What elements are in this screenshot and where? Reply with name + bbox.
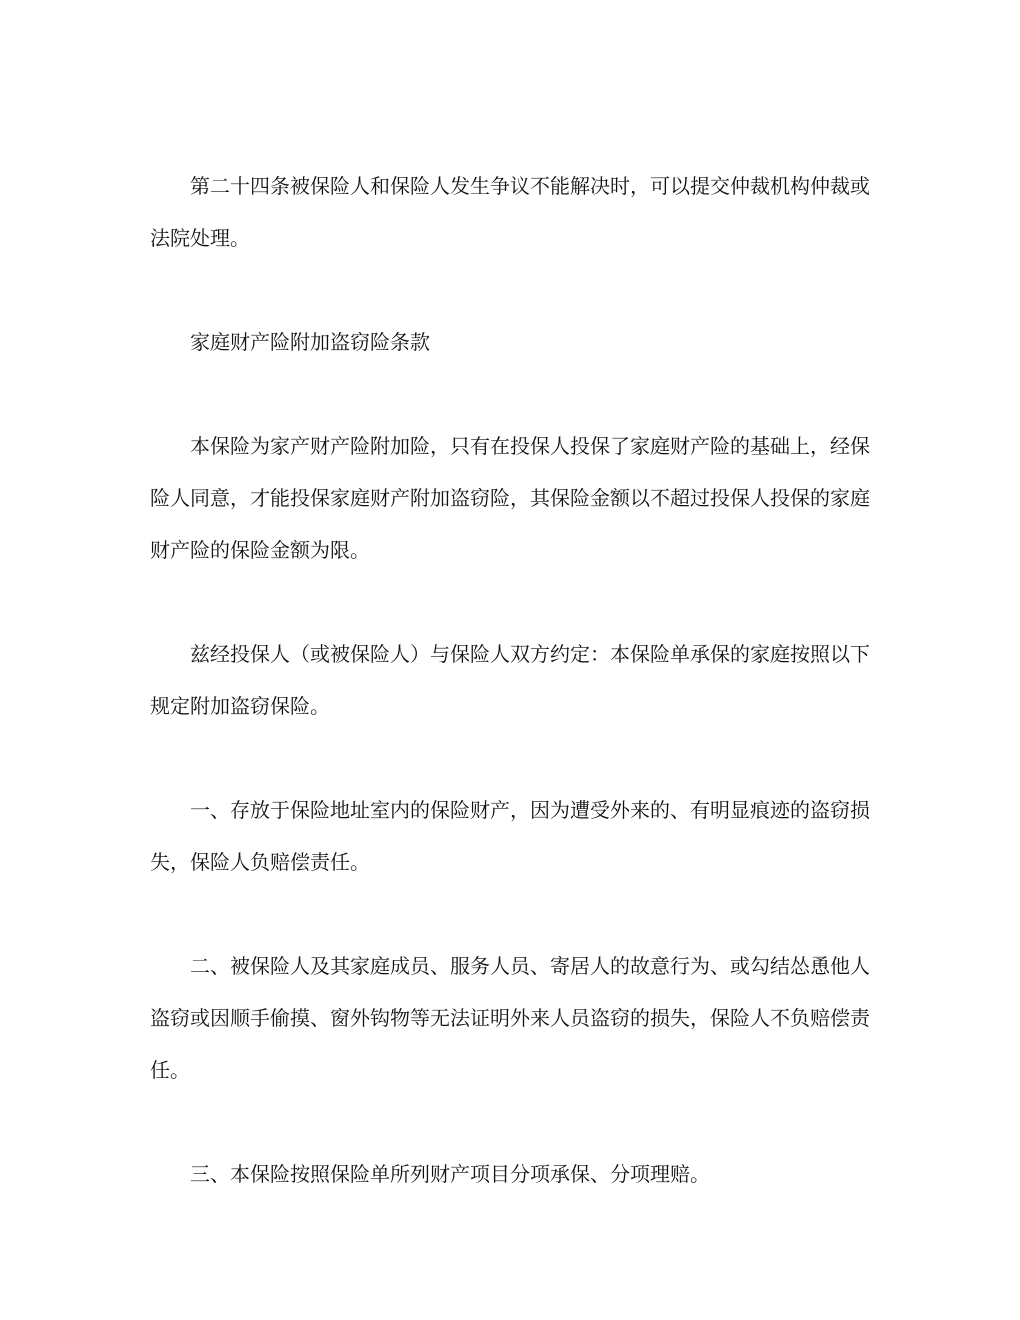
paragraph-line: 失，保险人负赔偿责任。: [150, 850, 370, 874]
paragraph-agreement: [150, 628, 870, 732]
paragraph-line: 三、本保险按照保险单所列财产项目分项承保、分项理赔。: [190, 1162, 710, 1186]
clause-two: [150, 940, 870, 1096]
paragraph-line: 一、存放于保险地址室内的保险财产，因为遭受外来的、有明显痕迹的盗窃损: [190, 798, 870, 822]
section-heading: [150, 316, 870, 368]
paragraph-article-24: [150, 160, 870, 264]
heading-line: 家庭财产险附加盗窃险条款: [190, 330, 430, 354]
paragraph-line: 任。: [150, 1058, 190, 1082]
paragraph-line: 险人同意，才能投保家庭财产附加盗窃险，其保险金额以不超过投保人投保的家庭: [150, 486, 870, 510]
document-page: [150, 160, 870, 1252]
paragraph-intro: [150, 420, 870, 576]
paragraph-line: 财产险的保险金额为限。: [150, 538, 370, 562]
paragraph-line: 盗窃或因顺手偷摸、窗外钩物等无法证明外来人员盗窃的损失，保险人不负赔偿责: [150, 1006, 870, 1030]
paragraph-line: 本保险为家产财产险附加险，只有在投保人投保了家庭财产险的基础上，经保: [190, 434, 870, 458]
paragraph-line: 第二十四条被保险人和保险人发生争议不能解决时，可以提交仲裁机构仲裁或: [190, 174, 870, 198]
clause-three: [150, 1148, 870, 1200]
paragraph-line: 规定附加盗窃保险。: [150, 694, 330, 718]
paragraph-line: 二、被保险人及其家庭成员、服务人员、寄居人的故意行为、或勾结怂恿他人: [190, 954, 870, 978]
paragraph-line: 兹经投保人（或被保险人）与保险人双方约定：本保险单承保的家庭按照以下: [190, 642, 870, 666]
clause-one: [150, 784, 870, 888]
paragraph-line: 法院处理。: [150, 226, 250, 250]
